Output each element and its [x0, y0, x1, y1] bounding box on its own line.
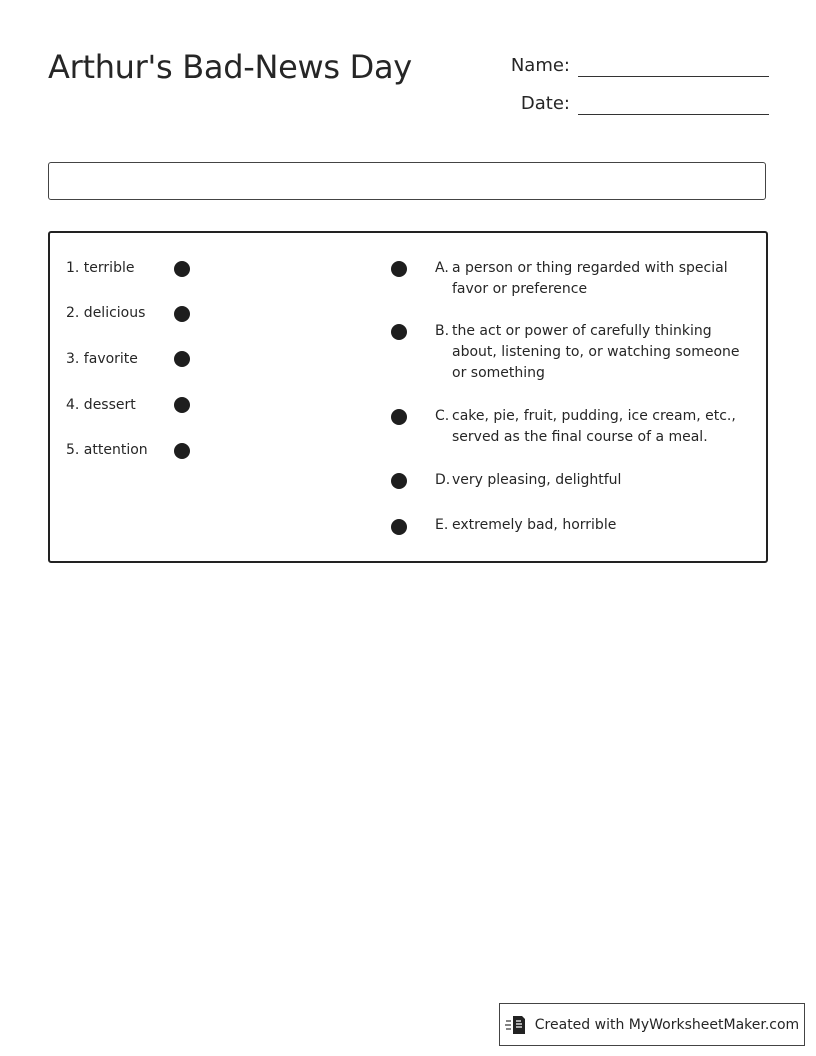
- date-blank-line[interactable]: [578, 94, 769, 115]
- definition-e-text: extremely bad, horrible: [452, 517, 617, 533]
- term-2: 2. delicious: [66, 305, 146, 321]
- definition-a-text: a person or thing regarded with special favor or preference: [452, 260, 728, 297]
- term-1-dot[interactable]: [174, 261, 190, 277]
- name-blank-line[interactable]: [578, 56, 769, 77]
- definition-d-dot[interactable]: [391, 473, 407, 489]
- instructions-box: [48, 162, 766, 200]
- definition-a-dot[interactable]: [391, 261, 407, 277]
- definition-a: [435, 258, 750, 300]
- definition-c: [435, 406, 750, 448]
- definition-d-letter: D.: [435, 472, 451, 488]
- worksheet-maker-logo-icon: [505, 1014, 527, 1036]
- definition-e: [435, 515, 750, 536]
- footer-credit[interactable]: [499, 1003, 805, 1046]
- term-4-dot[interactable]: [174, 397, 190, 413]
- name-field: [500, 55, 769, 77]
- definition-d: [435, 470, 750, 491]
- term-3-dot[interactable]: [174, 351, 190, 367]
- term-2-dot[interactable]: [174, 306, 190, 322]
- definition-b-dot[interactable]: [391, 324, 407, 340]
- date-label: Date:: [520, 93, 570, 114]
- definition-b-text: the act or power of carefully thinking about, listening to, or watching someone or something: [452, 323, 740, 381]
- term-5: 5. attention: [66, 442, 148, 458]
- definition-c-letter: C.: [435, 408, 450, 424]
- definition-b: [435, 321, 750, 384]
- definition-d-text: very pleasing, delightful: [452, 472, 622, 488]
- definition-b-letter: B.: [435, 323, 450, 339]
- term-5-dot[interactable]: [174, 443, 190, 459]
- definition-e-dot[interactable]: [391, 519, 407, 535]
- term-4: 4. dessert: [66, 397, 136, 413]
- definition-a-letter: A.: [435, 260, 449, 276]
- definition-c-text: cake, pie, fruit, pudding, ice cream, etc., served as the final course of a meal.: [452, 408, 736, 445]
- worksheet-title: Arthur's Bad-News Day: [48, 48, 412, 86]
- footer-text: Created with MyWorksheetMaker.com: [534, 1016, 800, 1033]
- date-field: [500, 93, 769, 115]
- term-1: 1. terrible: [66, 260, 135, 276]
- definition-e-letter: E.: [435, 517, 449, 533]
- name-label: Name:: [510, 55, 570, 76]
- term-3: 3. favorite: [66, 351, 138, 367]
- definition-c-dot[interactable]: [391, 409, 407, 425]
